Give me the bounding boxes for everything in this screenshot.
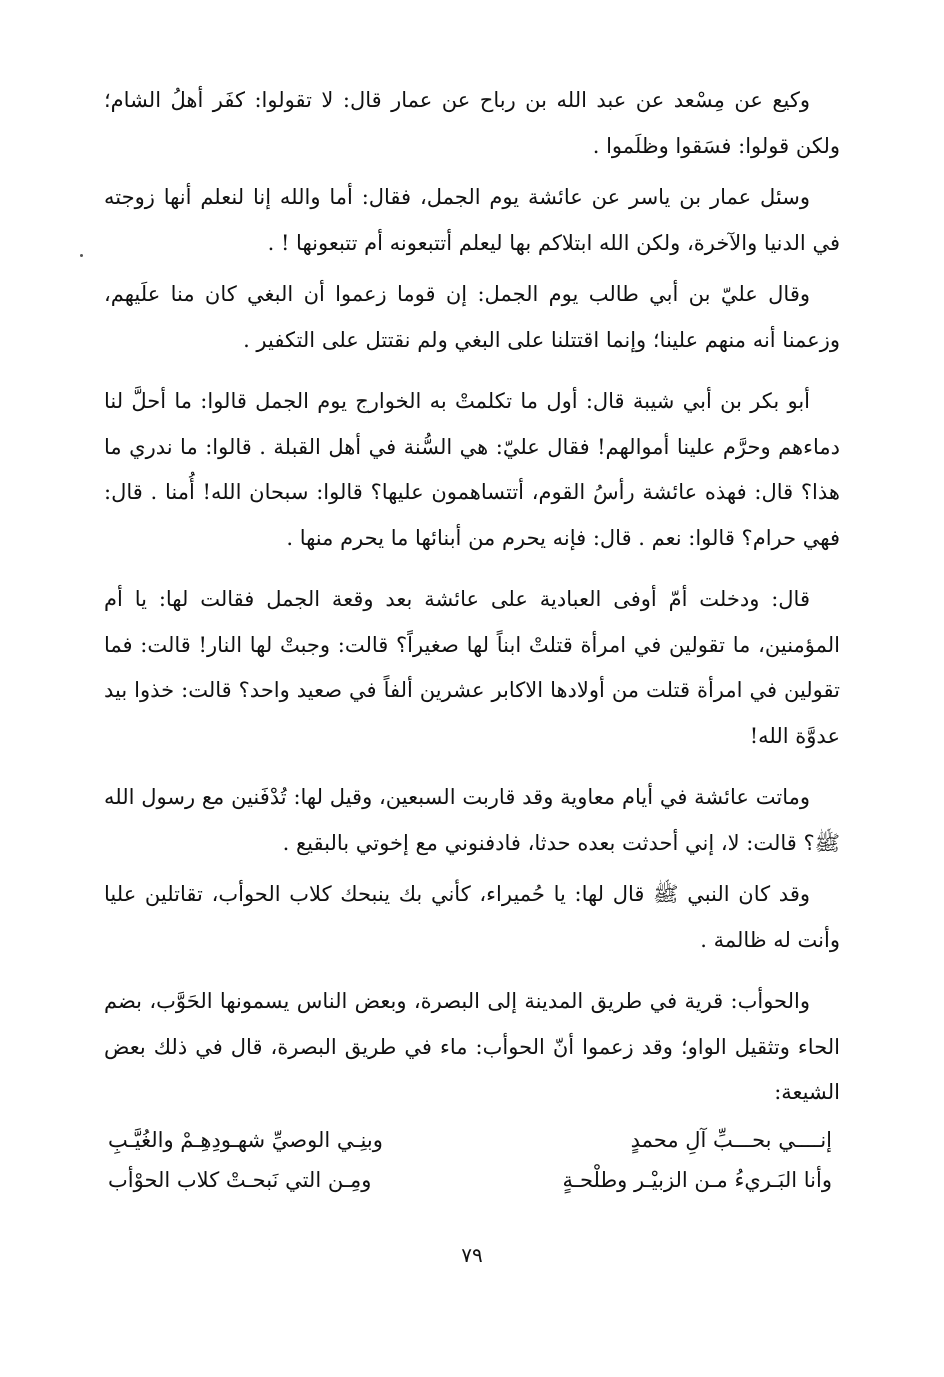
paragraph-6: وماتت عائشة في أيام معاوية وقد قاربت السبعين، وقيل لها: تُدْفَنين مع رسول الله ﷺ؟ قالت: لا، إني أحدثت بعده حدثا، فادفنوني مع إخوتي بالبقيع .	[104, 785, 840, 855]
page-number: ٧٩	[461, 1243, 483, 1267]
poem-line-2-first-hemistich: وأنا البَـريءُ مـن الزبيْـر وطلْحـةٍ	[562, 1167, 832, 1192]
poem-line-2-second-hemistich: ومِـن التي نَبحـتْ كلاب الحوْأب	[108, 1167, 372, 1192]
poem-line-1-second-hemistich: وبنِـي الوصيِّ شهـودِهِـمْ والغُيَّـبِ	[108, 1127, 383, 1152]
paragraph-5: قال: ودخلت أمّ أوفى العبادية على عائشة بعد وقعة الجمل فقالت لها: يا أم المؤمنين، ما تقولين في امرأة قتلتْ ابناً لها صغيراً؟ قالت: وجبتْ لها النار! قالت: فما تقولين في امرأة قتلت من أولادها الاكابر عشرين ألفاً في صعيد واحد؟ قالت: خذوا بيد عدوَّة الله!	[104, 587, 840, 748]
ink-speck	[80, 254, 83, 257]
paragraph-3: وقال عليّ بن أبي طالب يوم الجمل: إن قوما زعموا أن البغي كان منا علَيهم، وزعمنا أنه منهم علينا؛ وإنما اقتتلنا على البغي ولم نقتتل على التكفير .	[104, 282, 840, 352]
paragraph-1: وكيع عن مِسْعد عن عبد الله بن رباح عن عمار قال: لا تقولوا: كفَر أهلُ الشام؛ ولكن قولوا: فسَقوا وظلَموا .	[104, 88, 840, 158]
page-body-text	[104, 78, 840, 1200]
poem-line-1-first-hemistich: إنــــي بحـــبِّ آلِ محمدٍ	[630, 1127, 832, 1152]
paragraph-7: وقد كان النبي ﷺ قال لها: يا حُميراء، كأني بك ينبحك كلاب الحوأب، تقاتلين عليا وأنت له ظالمة .	[104, 882, 840, 952]
poem-verses	[104, 1120, 840, 1200]
paragraph-8: والحوأب: قرية في طريق المدينة إلى البصرة، وبعض الناس يسمونها الحَوَّب، بضم الحاء وتثقيل الواو؛ وقد زعموا أنّ الحوأب: ماء في طريق البصرة، قال في ذلك بعض الشيعة:	[104, 989, 840, 1104]
poem-line-2	[104, 1160, 840, 1200]
paragraph-4: أبو بكر بن أبي شيبة قال: أول ما تكلمتْ به الخوارج يوم الجمل قالوا: ما أحلَّ لنا دماءهم وحرَّم علينا أموالهم! فقال عليّ: هي السُّنة في أهل القبلة . قالوا: ما ندري ما هذا؟ قال: فهذه عائشة رأسُ القوم، أتتساهمون عليها؟ قالوا: سبحان الله! أُمنا . قال: فهي حرام؟ قالوا: نعم . قال: فإنه يحرم من أبنائها ما يحرم منها .	[104, 389, 840, 550]
paragraph-2: وسئل عمار بن ياسر عن عائشة يوم الجمل، فقال: أما والله إنا لنعلم أنها زوجته في الدنيا والآخرة، ولكن الله ابتلاكم بها ليعلم أتتبعونه أم تتبعونها ! .	[104, 185, 840, 255]
poem-line-1	[104, 1120, 840, 1160]
